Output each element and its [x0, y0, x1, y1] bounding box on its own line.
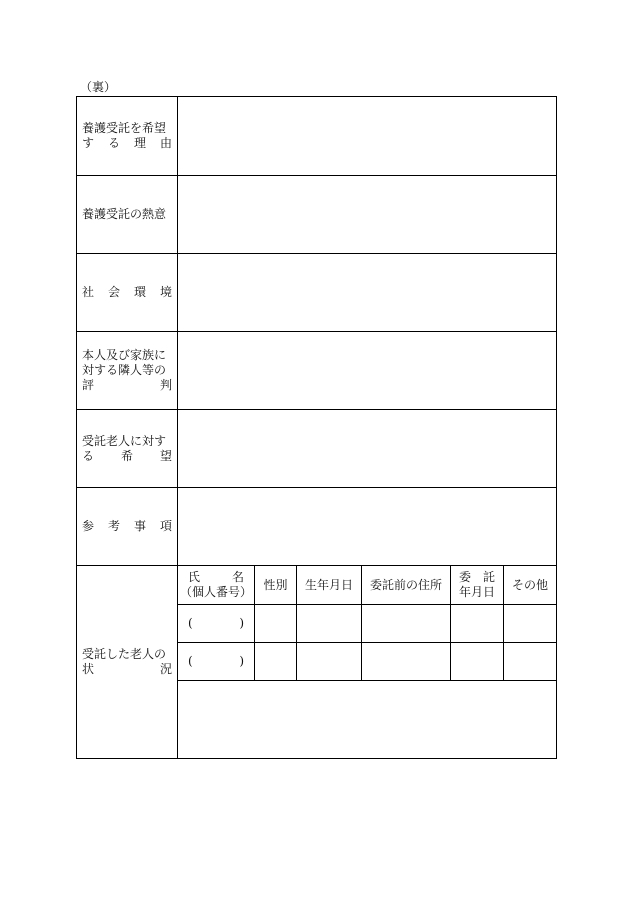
- paren-open: (: [188, 654, 193, 668]
- trust-application-form: [76, 96, 557, 759]
- header-trust-date-line1: 委 託: [458, 570, 495, 584]
- birthdate-cell[interactable]: [297, 605, 362, 643]
- trusted-elderly-status-section: [77, 566, 556, 758]
- label-char: 判: [159, 378, 172, 392]
- label-line: 養護受託を希望: [82, 121, 167, 135]
- address-cell[interactable]: [362, 605, 451, 643]
- label-char: 考: [107, 519, 120, 533]
- trust-date-cell[interactable]: [451, 643, 504, 681]
- name-cell[interactable]: [178, 605, 255, 643]
- label-char: 況: [159, 662, 172, 676]
- label-char: 状: [82, 662, 95, 676]
- label-char: 由: [159, 136, 172, 150]
- label-line-justified: [82, 285, 172, 300]
- row-label: [77, 254, 178, 331]
- label-char: 会: [107, 285, 120, 299]
- header-trust-date-line2: 年月日: [458, 585, 495, 599]
- paren-close: ): [239, 616, 244, 630]
- social-environment-input-area[interactable]: [178, 254, 556, 331]
- row-hope: [77, 410, 556, 488]
- label-line: 本人及び家族に: [82, 348, 167, 362]
- header-name-line1: [188, 570, 244, 585]
- row-label: [77, 97, 178, 175]
- paren-close: ): [239, 654, 244, 668]
- back-side-label: （裏）: [80, 80, 117, 94]
- label-char: 項: [159, 519, 172, 533]
- row-reference: [77, 488, 556, 566]
- row-label: [77, 488, 178, 565]
- label-line: 受託した老人の: [82, 647, 167, 661]
- header-name-char: 名: [231, 570, 244, 584]
- label-char: 希: [120, 448, 133, 463]
- reputation-input-area[interactable]: [178, 332, 556, 409]
- trust-date-cell[interactable]: [451, 605, 504, 643]
- label-char: 境: [159, 285, 172, 299]
- label-line-justified: [82, 662, 172, 677]
- row-label: [77, 566, 178, 758]
- row-label: [77, 332, 178, 409]
- header-sex: 性別: [255, 566, 297, 605]
- header-name: [178, 566, 255, 605]
- address-cell[interactable]: [362, 643, 451, 681]
- header-name-char: 氏: [188, 570, 201, 584]
- header-trust-date: [451, 566, 504, 605]
- label-char: 評: [82, 378, 95, 392]
- row-enthusiasm: [77, 176, 556, 254]
- row-reason: [77, 97, 556, 176]
- row-label: [77, 176, 178, 253]
- birthdate-cell[interactable]: [297, 643, 362, 681]
- label-char: す: [82, 136, 95, 150]
- row-label: [77, 410, 178, 487]
- label-char: 環: [133, 285, 146, 299]
- paren-open: (: [188, 616, 193, 630]
- label-line-justified: [82, 378, 172, 393]
- label-line-justified: [82, 136, 172, 151]
- header-address: 委託前の住所: [362, 566, 451, 605]
- row-reputation: [77, 332, 556, 410]
- reference-input-area[interactable]: [178, 488, 556, 565]
- sex-cell[interactable]: [255, 605, 297, 643]
- name-cell[interactable]: [178, 643, 255, 681]
- label-char: 理: [133, 136, 146, 150]
- header-birthdate: 生年月日: [297, 566, 362, 605]
- status-table: [178, 566, 556, 758]
- label-line: 対する隣人等の: [82, 363, 167, 377]
- reason-input-area[interactable]: [178, 97, 556, 175]
- hope-input-area[interactable]: [178, 410, 556, 487]
- enthusiasm-input-area[interactable]: [178, 176, 556, 253]
- label-line: 養護受託の熱意: [82, 207, 167, 221]
- label-char: る: [107, 136, 120, 150]
- label-char: 社: [82, 285, 95, 299]
- label-char: 望: [159, 448, 172, 463]
- label-char: 参: [82, 519, 95, 533]
- sex-cell[interactable]: [255, 643, 297, 681]
- label-line: 受託老人に対す: [82, 433, 167, 448]
- label-line-justified: [82, 519, 172, 534]
- label-line-justified: [82, 449, 172, 464]
- label-char: る: [82, 448, 95, 463]
- header-name-line2: （個人番号）: [179, 585, 252, 599]
- other-cell[interactable]: [504, 643, 556, 681]
- header-other: その他: [504, 566, 556, 605]
- label-char: 事: [133, 519, 146, 533]
- row-social-environment: [77, 254, 556, 332]
- status-notes-area[interactable]: [178, 681, 556, 758]
- other-cell[interactable]: [504, 605, 556, 643]
